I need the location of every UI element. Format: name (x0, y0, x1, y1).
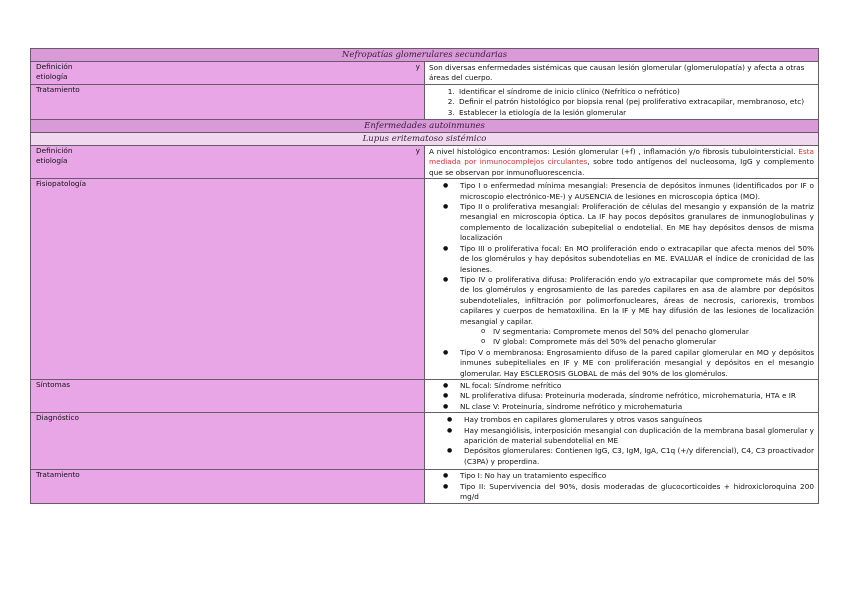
text-run: A nivel histológico encontramos: Lesión glomerular (+f) , inflamación y/o fibrosis tubulointersticial. (429, 147, 799, 157)
definition-label (31, 146, 425, 179)
symptoms-label: Síntomas (31, 379, 425, 412)
diagnosis-row (31, 413, 819, 470)
definition-row (31, 62, 819, 85)
treatment-label: Tratamiento (31, 470, 425, 504)
treatment-list (425, 84, 819, 119)
list-item: 1. Identificar el síndrome de inicio clínico (Nefrítico o nefrótico) (457, 87, 814, 97)
symptoms-row (31, 379, 819, 412)
label-word: Definición (36, 146, 73, 156)
lupus-definition-text (425, 146, 819, 179)
list-item: ● NL clase V: Proteinuria, síndrome nefrótico y microhematuria (443, 402, 814, 412)
subtitle-row (31, 120, 819, 133)
label-word: Definición (36, 62, 73, 71)
title-row (31, 49, 819, 62)
text-run: , sobre todo antígenos del nucleosoma, IgG y complemento que se observan por inmunofluorescencia. (429, 157, 814, 177)
list-item: ● Tipo II: Supervivencia del 90%, dosis moderadas de glucocorticoides + hidroxicloroquina 200 mg/d (443, 482, 814, 503)
list-item (443, 275, 814, 327)
list-item: ● Tipo III o proliferativa focal: En MO proliferación endo o extracapilar que afecta menos del 50% de los glomérulos y hay depósitos subendotelias en ME. EVALUAR el índice de cronicidad de las lesiones. (443, 244, 814, 275)
list-item: ● Tipo V o membranosa: Engrosamiento difuso de la pared capilar glomerular en MO y depósitos inmunes subepiteliales en IF y ME con proliferación mesangial y depósitos en el mesangio glomerular. Hay ESCLEROSIS GLOBAL de más del 90% de los glomérulos. (443, 348, 814, 379)
label-word: y (415, 146, 420, 156)
definition-label (31, 62, 425, 85)
pathophysiology-row (31, 179, 819, 380)
highlight-text: Esta mediada por inmunocomplejos circulantes (429, 147, 814, 167)
label-word: etiología (36, 72, 68, 82)
symptoms-list (425, 379, 819, 412)
subtitle-row-2 (31, 133, 819, 146)
sub-list-item: o IV segmentaria: Compromete menos del 50% del penacho glomerular (481, 327, 814, 337)
list-item: ● Hay mesangiólisis, interposición mesangial con duplicación de la membrana basal glomerular y aparición de material subendotelial en ME (447, 426, 814, 447)
list-item: ● Depósitos glomerulares: Contienen IgG, C3, IgM, IgA, C1q (+/y diferencial), C4, C3 proactivador (C3PA) y properdina. (447, 446, 814, 467)
lupus-definition-row (31, 146, 819, 179)
subsection-title-lupus: Lupus eritematoso sistémico (31, 133, 819, 146)
list-item: ● Tipo I o enfermedad mínima mesangial: Presencia de depósitos inmunes (identificados por IF o microscopio electrónico-ME-) y AUSENCIA de lesiones en microscopia óptica (MO). (443, 181, 814, 202)
list-item-text: Tipo IV o proliferativa difusa: Proliferación endo y/o extracapilar que compromete más del 50% de los glomérulos y engrosamiento de las paredes capilares en asa de alambre por depósitos subendoteliales, infiltración por polimorfonucleares, áreas de necrosis, cariorexis, trombos capilares y cuerpos de hematoxilina. En la IF y ME hay difusión de las lesiones de localización mesangial y capilar. (460, 274, 814, 326)
pathophysiology-list (425, 179, 819, 380)
treatment-label: Tratamiento (31, 84, 425, 119)
label-word: y (415, 62, 420, 71)
list-item: ● NL focal: Síndrome nefrítico (443, 381, 814, 391)
list-item: 3. Establecer la etiología de la lesión glomerular (457, 108, 814, 118)
list-item: ● Tipo I: No hay un tratamiento específico (443, 471, 814, 481)
treatment-row (31, 84, 819, 119)
notes-table (30, 48, 819, 504)
subsection-title: Enfermedades autoinmunes (31, 120, 819, 133)
sub-list-item: o IV global: Compromete más del 50% del penacho glomerular (481, 337, 814, 347)
label-word: etiología (36, 156, 68, 166)
definition-text: Son diversas enfermedades sistémicas que causan lesión glomerular (glomerulopatía) y afecta a otras áreas del cuerpo. (425, 62, 819, 85)
diagnosis-list (425, 413, 819, 470)
list-item: ● Tipo II o proliferativa mesangial: Proliferación de células del mesangio y expansión de la matriz mesangial en microscopia óptica. La IF hay pocos depósitos granulares de inmunoglobulinas y complemento de localización subepitelial o endotelial. En ME hay depósitos densos de misma localización (443, 202, 814, 244)
pathophysiology-label: Fisiopatología (31, 179, 425, 380)
lupus-treatment-row (31, 470, 819, 504)
list-item: ● Hay trombos en capilares glomerulares y otros vasos sanguíneos (447, 415, 814, 425)
lupus-treatment-list (425, 470, 819, 504)
section-title: Nefropatías glomerulares secundarias (31, 49, 819, 62)
diagnosis-label: Diagnóstico (31, 413, 425, 470)
list-item: ● NL proliferativa difusa: Proteinuria moderada, síndrome nefrótico, microhematuria, HTA e IR (443, 391, 814, 401)
list-item: 2. Definir el patrón histológico por biopsia renal (pej proliferativo extracapilar, membranoso, etc) (457, 97, 814, 107)
